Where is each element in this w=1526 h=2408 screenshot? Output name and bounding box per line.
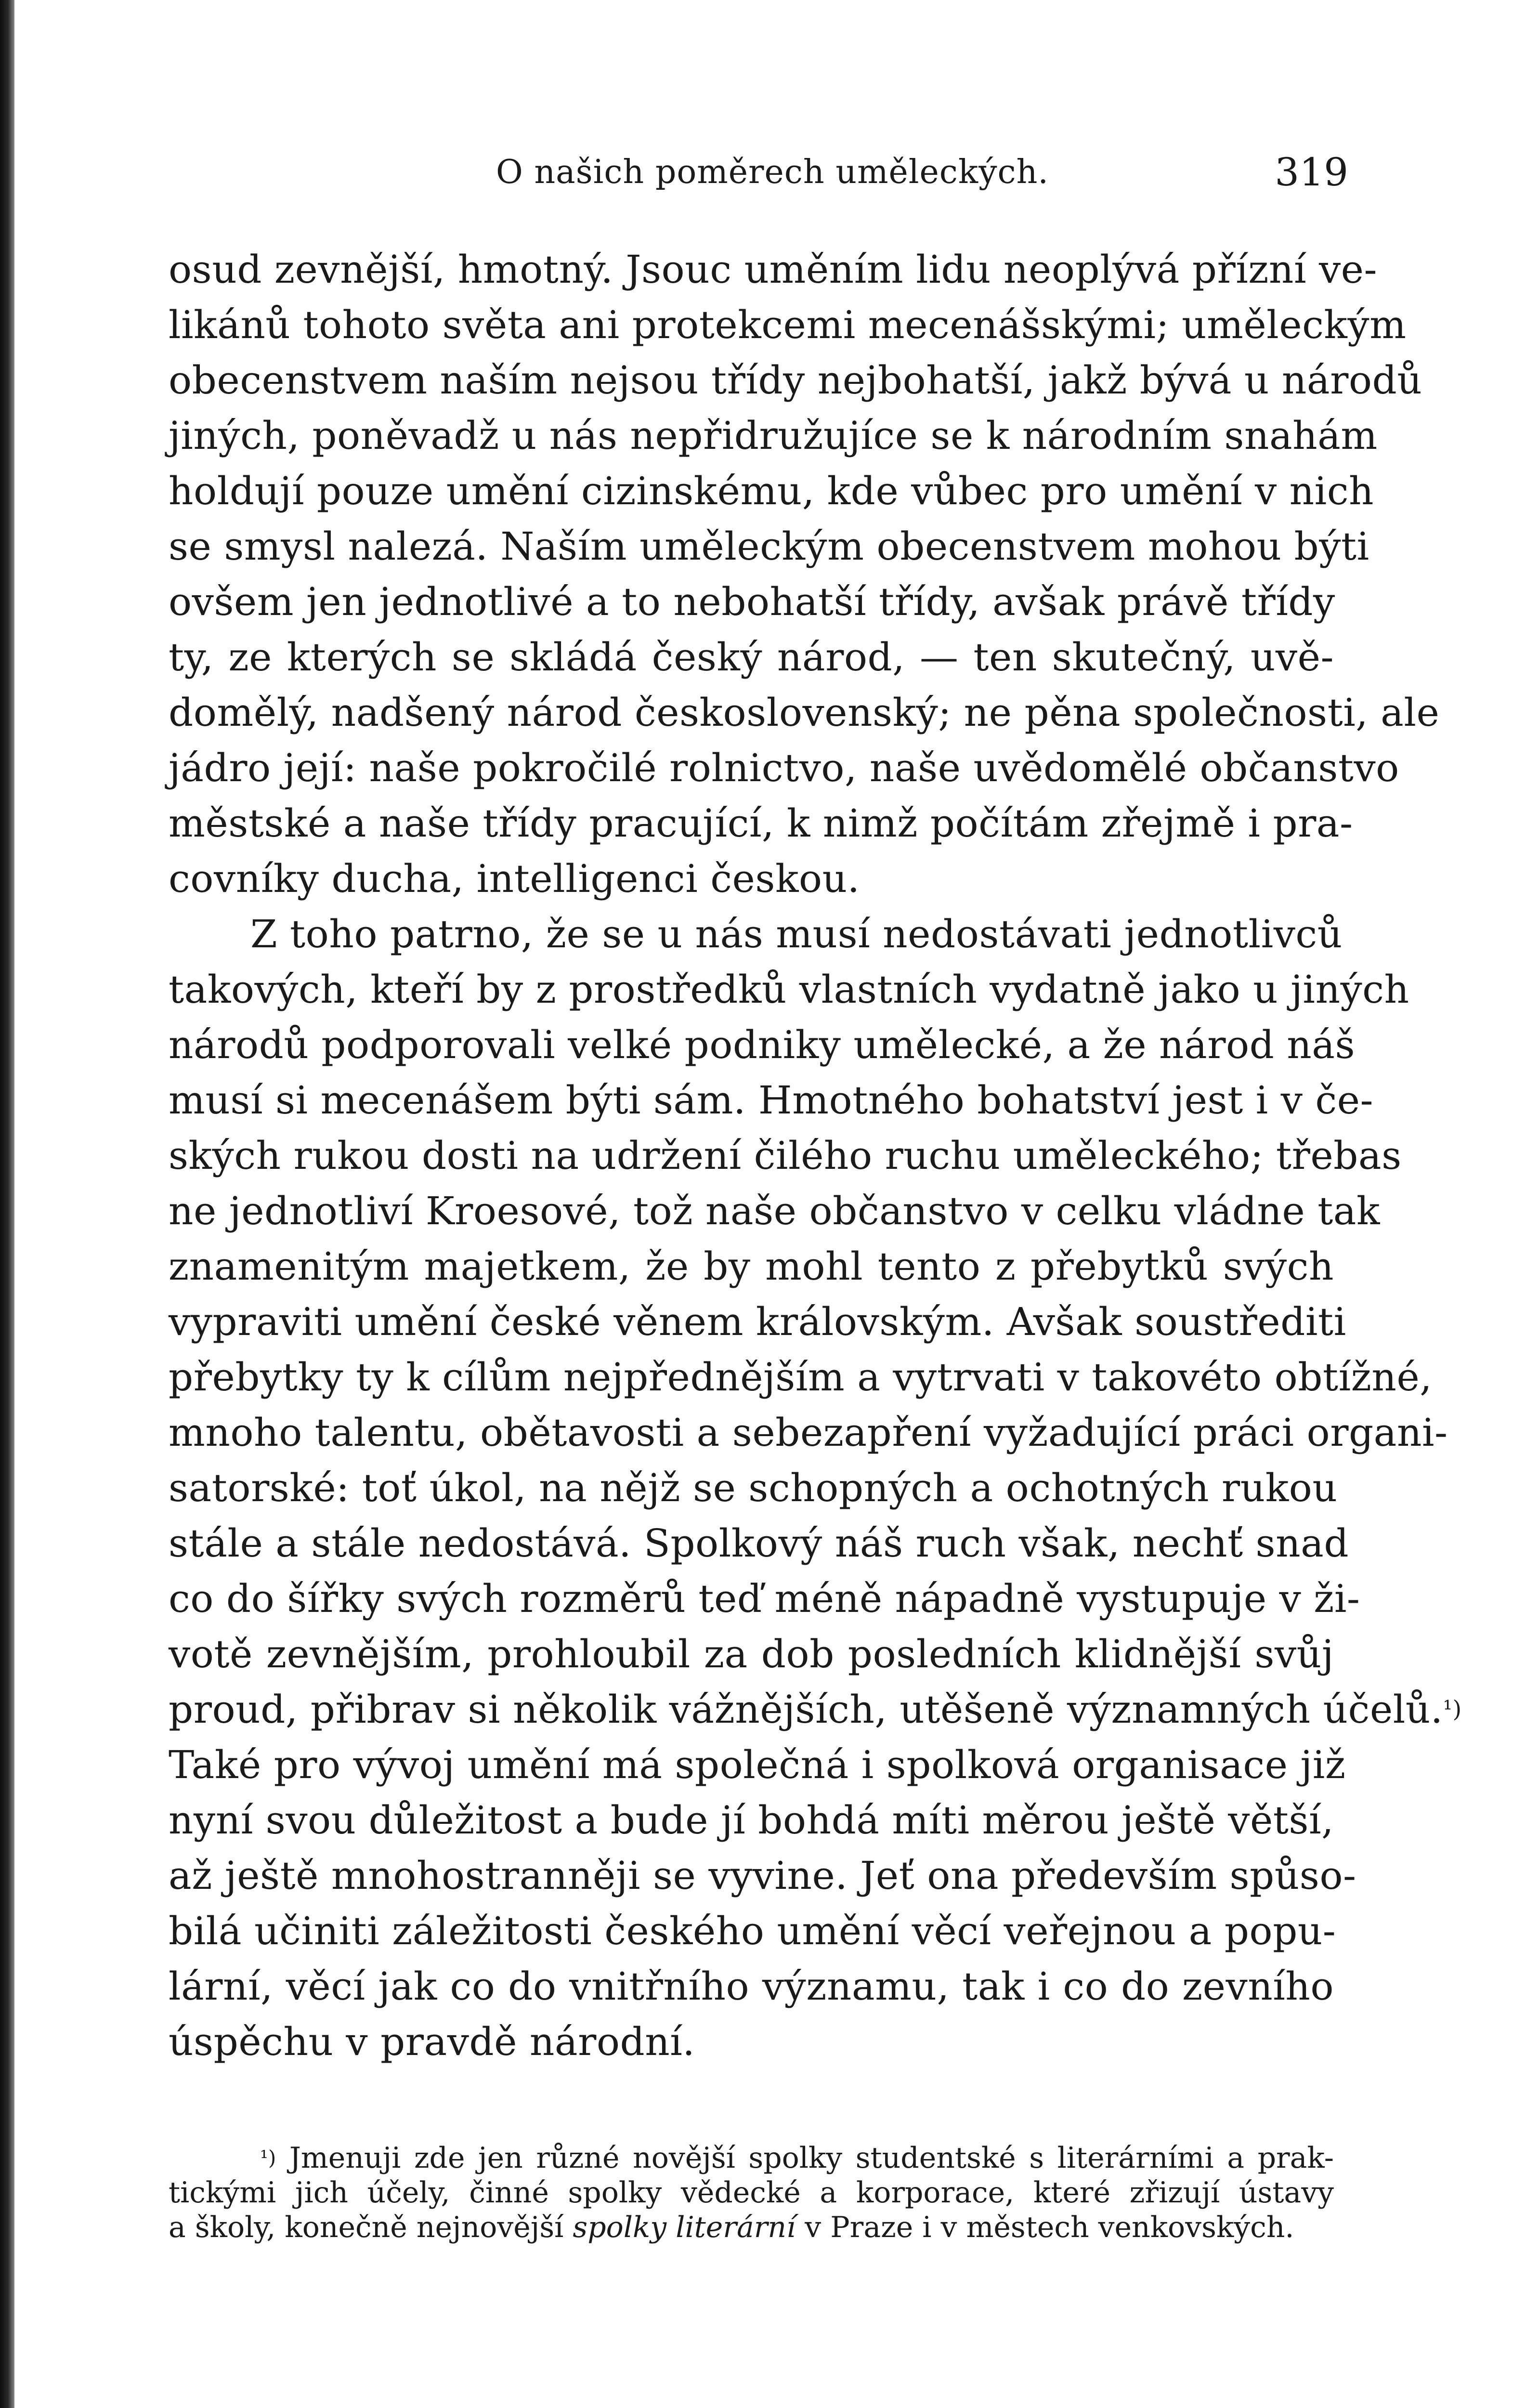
text-line: mnoho talentu, obětavosti a sebezapření vyžadující práci organi- — [169, 1410, 1448, 1455]
text-line: až ještě mnohostranněji se vyvine. Jeť ona především spůso- — [169, 1853, 1356, 1898]
text-line: bilá učiniti záležitosti českého umění věcí veřejnou a popu- — [169, 1909, 1336, 1953]
text-line: domělý, nadšený národ československý; ne pěna společnosti, ale — [169, 690, 1440, 735]
text-line: jiných, poněvadž u nás nepřidružujíce se k národním snahám — [169, 413, 1378, 458]
text-line: Také pro vývoj umění má společná i spolková organisace již — [169, 1742, 1346, 1787]
body-text — [169, 242, 1462, 2069]
text-line: votě zevnějším, prohloubil za dob posledních klidnější svůj — [169, 1632, 1334, 1676]
text-line: znamenitým majetkem, že by mohl tento z přebytků svých — [169, 1244, 1334, 1289]
text-line: Z toho patrno, že se u nás musí nedostávati jednotlivců — [250, 912, 1343, 956]
footnote-text: v Praze i v městech venkovských. — [796, 2211, 1294, 2244]
text-line: satorské: toť úkol, na nějž se schopných a ochotných rukou — [169, 1466, 1338, 1510]
text-line: osud zevnější, hmotný. Jsouc uměním lidu neoplývá přízní ve- — [169, 247, 1378, 292]
text-line: co do šířky svých rozměrů teď méně nápadně vystupuje v ži- — [169, 1576, 1360, 1621]
text-line: ských rukou dosti na udržení čilého ruchu uměleckého; třebas — [169, 1133, 1402, 1178]
text-line: obecenstvem naším nejsou třídy nejbohatší, jakž bývá u národů — [169, 358, 1422, 403]
footnote-text: Jmenuji zde jen různé novější spolky studentské s literárními a prak- — [289, 2141, 1334, 2175]
footnote-marker: ¹) — [260, 2146, 276, 2170]
text-line: ty, ze kterých se skládá český národ, — ten skutečný, uvě- — [169, 635, 1334, 680]
text-line: lární, věcí jak co do vnitřního významu, tak i co do zevního — [169, 1964, 1334, 2009]
text-line: se smysl nalezá. Naším uměleckým obecenstvem mohou býti — [169, 524, 1369, 569]
text-line: likánů tohoto světa ani protekcemi mecenášskými; uměleckým — [169, 302, 1407, 347]
footnote — [169, 2141, 1334, 2245]
footnote-italic-text: spolky literární — [573, 2211, 796, 2244]
footnote-reference: ¹) — [1443, 1696, 1462, 1723]
footnote-line: tickými jich účely, činné spolky vědecké a korporace, které zřizují ústavy — [169, 2176, 1334, 2210]
text-line: covníky ducha, intelligenci českou. — [169, 856, 860, 901]
footnote-line — [169, 2141, 1334, 2175]
page-header — [169, 150, 1348, 195]
text-line: úspěchu v pravdě národní. — [169, 2019, 695, 2064]
text-line: ovšem jen jednotlivé a to nebohatší třídy, avšak právě třídy — [169, 579, 1335, 624]
text-line: vypraviti umění české věnem královským. Avšak soustřediti — [169, 1299, 1346, 1344]
footnote-line — [169, 2210, 1334, 2245]
text-line: přebytky ty k cílům nejpřednějším a vytrvati v takovéto obtížné, — [169, 1355, 1433, 1400]
page-binding-edge — [0, 0, 14, 2408]
page-number: 319 — [1275, 150, 1348, 195]
footnote-text: a školy, konečně nejnovější — [169, 2211, 573, 2244]
running-title: O našich poměrech uměleckých. — [496, 153, 1049, 191]
text-line: nyní svou důležitost a bude jí bohdá míti měrou ještě větší, — [169, 1798, 1334, 1843]
text-line-with-footnote-ref — [169, 1682, 1462, 1737]
text-line-content: proud, přibrav si několik vážnějších, utěšeně významných účelů. — [169, 1687, 1443, 1732]
text-line: takových, kteří by z prostředků vlastních vydatně jako u jiných — [169, 967, 1409, 1012]
text-line: stále a stále nedostává. Spolkový náš ruch však, nechť snad — [169, 1521, 1349, 1566]
text-line: musí si mecenášem býti sám. Hmotného bohatství jest i v če- — [169, 1078, 1373, 1123]
text-line: národů podporovali velké podniky umělecké, a že národ náš — [169, 1022, 1356, 1067]
text-line: holdují pouze umění cizinskému, kde vůbec pro umění v nich — [169, 469, 1374, 513]
text-line: městské a naše třídy pracující, k nimž počítám zřejmě i pra- — [169, 801, 1353, 846]
text-line: jádro její: naše pokročilé rolnictvo, naše uvědomělé občanstvo — [169, 746, 1399, 790]
text-line: ne jednotliví Kroesové, tož naše občanstvo v celku vládne tak — [169, 1189, 1380, 1233]
